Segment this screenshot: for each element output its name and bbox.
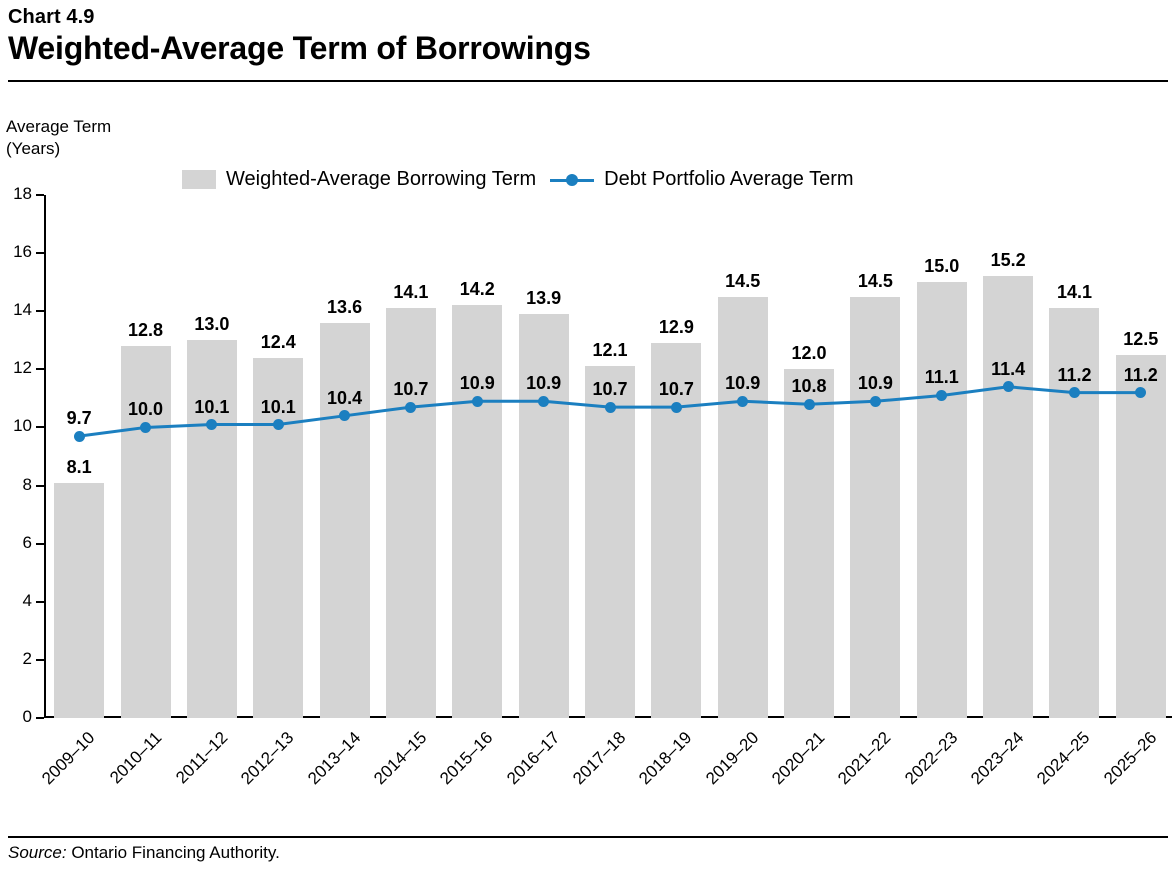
line-value-label: 11.2 [1057, 364, 1092, 385]
page-title: Weighted-Average Term of Borrowings [8, 30, 591, 66]
bar-value-label: 12.4 [260, 331, 296, 352]
y-axis-tick-label: 4 [22, 590, 32, 610]
source-text: Ontario Financing Authority. [71, 843, 280, 862]
y-axis-tick [36, 194, 44, 196]
y-axis-tick-label: 2 [22, 648, 32, 668]
line-point [804, 399, 815, 410]
bar-value-label: 14.1 [393, 282, 429, 303]
x-axis-label: 2010–11 [105, 728, 165, 788]
y-axis-tick-label: 0 [22, 707, 32, 726]
bar-value-label: 13.6 [327, 296, 363, 317]
line-value-label: 10.9 [526, 373, 562, 394]
y-axis-tick-label: 14 [13, 300, 32, 320]
y-axis-title [6, 116, 111, 160]
y-axis-title-line1: Average Term [6, 117, 112, 136]
x-axis-label: 2021–22 [834, 728, 895, 789]
line-value-label: 10.7 [658, 379, 694, 400]
line-point [472, 396, 483, 407]
chart-number: Chart 4.9 [8, 6, 95, 28]
x-axis-label: 2019–20 [701, 728, 763, 789]
x-axis-label: 2011–12 [171, 728, 232, 788]
x-axis-label: 2014–15 [370, 728, 431, 789]
line-point [870, 396, 881, 407]
y-axis-tick [36, 426, 44, 428]
bar-value-label: 15.2 [990, 250, 1026, 271]
y-axis-tick-label: 16 [13, 242, 32, 262]
y-axis-tick [36, 252, 44, 254]
line-value-label: 10.1 [260, 396, 296, 417]
chart-legend [182, 168, 854, 191]
y-axis-tick-label: 18 [13, 184, 32, 203]
bar-value-label: 14.5 [725, 270, 761, 291]
bar-value-label: 12.8 [127, 320, 164, 341]
bar-value-label: 14.5 [857, 270, 893, 291]
line-value-label: 10.9 [725, 373, 761, 394]
legend-bar-swatch-icon [182, 170, 216, 189]
bar-value-label: 12.9 [658, 317, 694, 338]
header-divider [8, 80, 1168, 82]
source-note [8, 843, 280, 863]
y-axis-tick [36, 601, 44, 603]
line-value-label: 10.4 [327, 387, 363, 408]
line-point [1069, 387, 1080, 398]
bar-value-label: 14.1 [1056, 282, 1092, 303]
line-point [737, 396, 748, 407]
line-point [538, 396, 549, 407]
y-axis-title-line2: (Years) [6, 139, 61, 158]
line-value-label: 10.1 [194, 396, 230, 417]
line-point [140, 422, 151, 433]
y-axis-tick-label: 8 [22, 474, 32, 494]
x-axis-label: 2016–17 [502, 728, 564, 789]
bar-value-label: 13.9 [526, 288, 562, 309]
bar-value-label: 12.1 [592, 340, 628, 361]
bar-value-label: 14.2 [459, 279, 495, 300]
plot-area [44, 195, 1172, 718]
legend-line-swatch-icon [550, 171, 594, 189]
line-point [671, 402, 682, 413]
bar-value-label: 12.0 [791, 343, 827, 364]
bar-value-label: 8.1 [66, 456, 92, 477]
y-axis-tick-label: 10 [13, 416, 32, 436]
legend-label-bar: Weighted-Average Borrowing Term [226, 168, 537, 190]
y-axis-tick [36, 659, 44, 661]
legend-item-line [550, 168, 853, 191]
y-axis-tick-label: 6 [22, 532, 32, 552]
x-axis-label: 2025–26 [1100, 728, 1161, 789]
line-value-label: 10.7 [592, 379, 628, 400]
legend-item-bar [182, 168, 536, 191]
line-point [74, 431, 85, 442]
y-axis-tick [36, 310, 44, 312]
line-point [405, 402, 416, 413]
y-axis-tick [36, 368, 44, 370]
line-value-label: 10.7 [393, 379, 429, 400]
line-point [273, 419, 284, 430]
bar-value-label: 15.0 [924, 256, 960, 277]
y-axis-tick-label: 12 [13, 358, 32, 378]
line-value-label: 9.7 [66, 408, 92, 429]
line-point [1003, 381, 1014, 392]
line-value-label: 10.9 [459, 373, 495, 394]
x-axis-label: 2015–16 [436, 728, 497, 789]
x-axis-label: 2013–14 [303, 728, 365, 789]
x-axis-label: 2018–19 [635, 728, 696, 789]
bar-value-label: 12.5 [1123, 328, 1159, 349]
footer-divider [8, 836, 1168, 838]
line-value-label: 10.0 [127, 399, 164, 420]
y-axis-tick [36, 543, 44, 545]
line-value-label: 11.2 [1123, 364, 1158, 385]
y-axis-tick [36, 485, 44, 487]
x-axis-label: 2017–18 [569, 728, 630, 789]
x-axis-label: 2022–23 [900, 728, 962, 789]
x-axis-label: 2023–24 [967, 728, 1028, 789]
line-value-label: 10.9 [857, 373, 893, 394]
legend-label-line: Debt Portfolio Average Term [604, 168, 854, 190]
bar-value-label: 13.0 [194, 314, 230, 335]
line-value-label: 11.1 [924, 367, 959, 388]
source-label: Source: [8, 843, 67, 862]
x-axis-label: 2009–10 [38, 728, 99, 789]
y-axis-tick [36, 717, 44, 719]
line-value-label: 11.4 [991, 358, 1026, 379]
line-value-label: 10.8 [791, 376, 827, 397]
x-axis-label: 2024–25 [1033, 728, 1094, 789]
x-axis-label: 2020–21 [768, 728, 829, 789]
line-point [605, 402, 616, 413]
line-series [44, 195, 1172, 718]
x-axis-label: 2012–13 [237, 728, 298, 789]
